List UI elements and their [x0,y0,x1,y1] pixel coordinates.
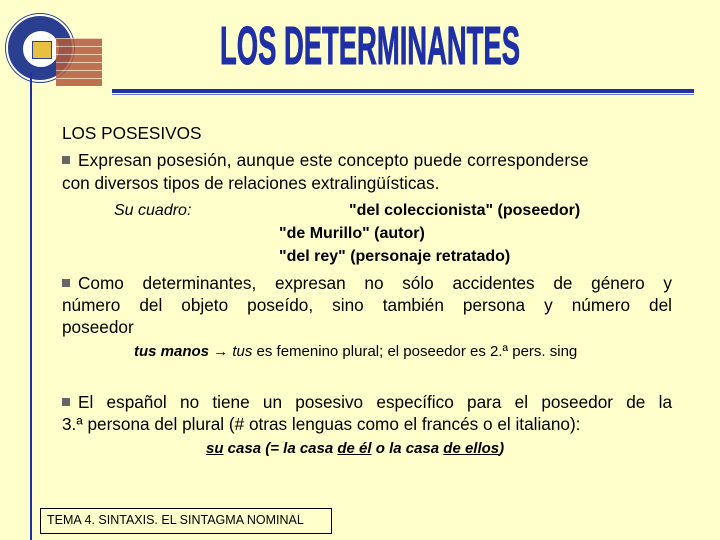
cuadro-line-2: "de Murillo" (autor) [279,225,425,242]
cuadro-line-1: "del coleccionista" (poseedor) [349,202,581,219]
title-underline-shadow [112,94,694,95]
bullet-icon [62,279,70,287]
section-heading: LOS POSESIVOS [62,123,202,143]
book-icon [32,41,52,59]
example-1: tus manos → tus es femenino plural; el poseedor es 2.ª pers. sing [134,343,578,360]
paragraph-3: El español no tiene un posesivo específico para el poseedor de la 3.ª persona del plural (# otras lenguas como el francés o el italiano): [62,392,672,434]
paragraph-1-line-2: con diversos tipos de relaciones extralingüísticas. [62,173,440,193]
example-2: su casa (= la casa de él o la casa de ellos) [206,440,505,457]
page-title-text: LOS DETERMINANTES [220,16,520,76]
cuadro-label: Su cuadro: [114,202,192,219]
seal-center [22,30,60,68]
footer-box [40,508,332,534]
cuadro-line-3: "del rey" (personaje retratado) [279,248,511,265]
page-title [205,8,535,78]
bullet-icon [62,398,70,406]
left-border-line [30,72,32,540]
brick-wall-image [56,38,102,86]
title-underline [112,89,694,93]
footer-text: TEMA 4. SINTAXIS. EL SINTAGMA NOMINAL [47,513,304,527]
paragraph-2: Como determinantes, expresan no sólo accidentes de género y número del objeto poseído, sino también persona y número del poseedor [62,273,672,337]
paragraph-1-line-1: Expresan posesión, aunque este concepto puede corresponderse [62,149,589,171]
bullet-icon [62,156,70,164]
